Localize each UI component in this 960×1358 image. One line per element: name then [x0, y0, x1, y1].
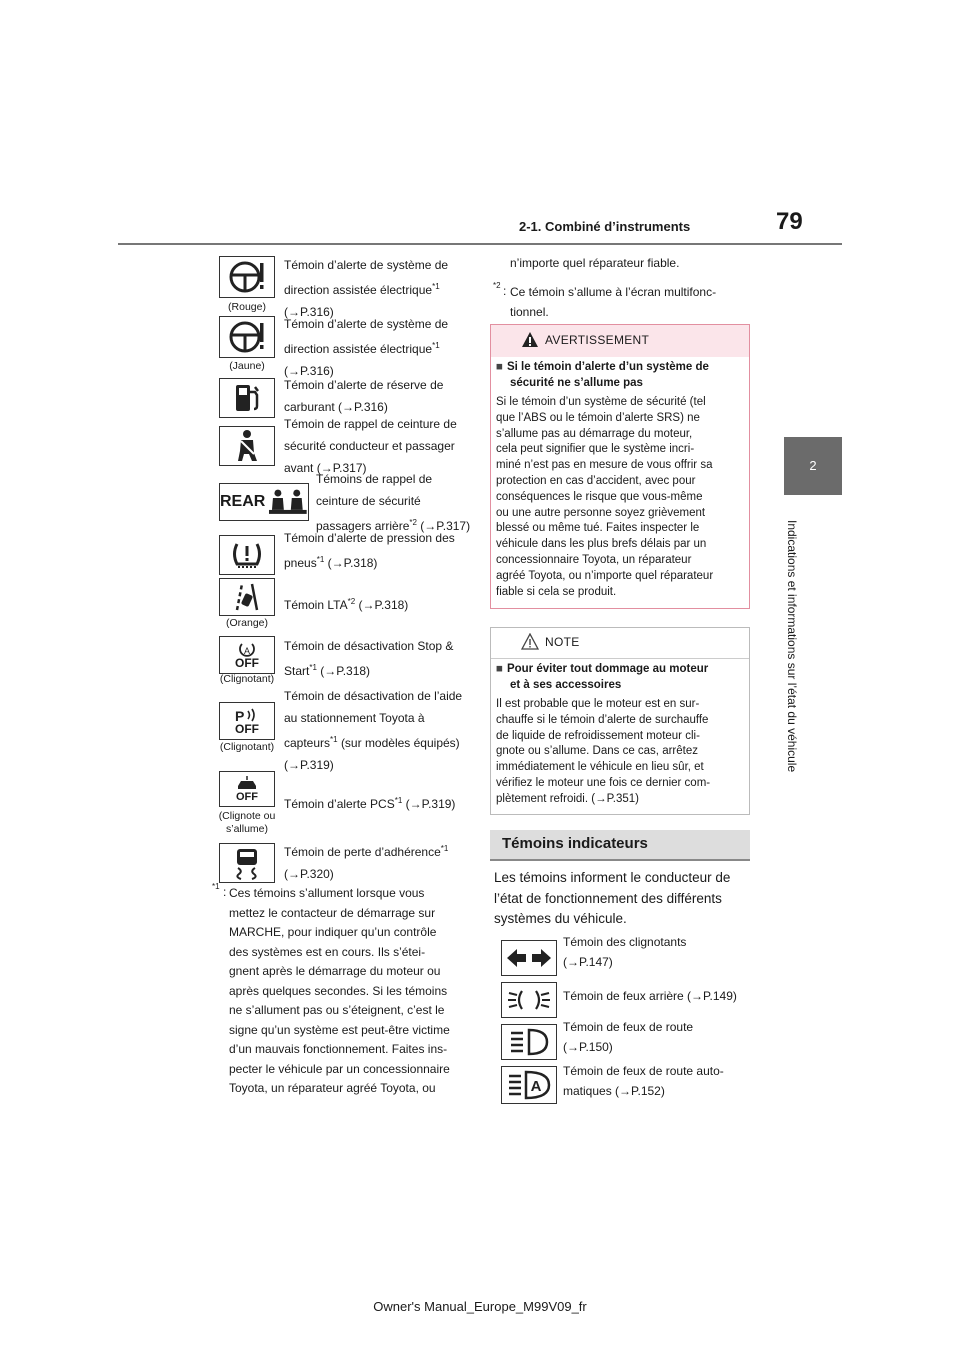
warning-title: AVERTISSEMENT — [545, 333, 650, 347]
pcs-off-icon: OFF — [219, 771, 275, 807]
indicator-description: Témoin de feux arrière (→P.149) — [563, 989, 737, 1003]
footnote-colon: : — [223, 885, 227, 899]
lane-tracing-icon — [219, 578, 275, 616]
item-description: Témoin de perte d’adhérence$^{*1}$ (→P.320) — [284, 844, 449, 881]
indicator-description: Témoin des clignotants (→P.147) — [563, 935, 687, 969]
page-footer: Owner's Manual_Europe_M99V09_fr — [373, 1299, 587, 1314]
icon-caption: (Clignotant) — [219, 741, 275, 753]
note-title: NOTE — [545, 635, 580, 649]
icon-caption: (Clignotant) — [219, 673, 275, 685]
item-description: Témoin de désactivation Stop & Start$^{*1}$ (→P.318) — [284, 639, 454, 678]
svg-text:A: A — [243, 646, 251, 656]
fuel-pump-icon — [219, 378, 275, 418]
indicator-description: Témoin de feux de route (→P.150) — [563, 1020, 694, 1054]
tail-light-icon — [501, 982, 557, 1018]
item-description: Témoin d’alerte de système de direction assistée électrique$^{*1}$ (→P.316) — [284, 258, 449, 319]
item-description: Témoin d’alerte de système de direction assistée électrique$^{*1}$ (→P.316) — [284, 317, 449, 378]
high-beam-icon — [501, 1024, 557, 1060]
power-steering-warning-icon — [219, 256, 275, 298]
section-title: Témoins indicateurs — [502, 835, 648, 852]
footnote-colon: : — [503, 284, 507, 298]
rear-seatbelt-icon: REAR — [219, 483, 309, 521]
svg-text:A: A — [530, 1078, 542, 1095]
footnote-marker: *1 — [212, 882, 220, 891]
footnote-1: Ces témoins s’allument lorsque vous mettez le contacteur de démarrage sur MARCHE, pour indiquer qu’un contrôle des systèmes est en cours. Ils s’étei- gnent après le démarrage du moteur ou après quelques secondes. Si les témoins ne s’allument pas ou s’éteignent, c’est le signe qu’un système est peut-être victime d’un mauvais fonctionnement. Faites ins- pecter le véhicule par un concessionnaire Toyota, un réparateur agréé Toyota, ou — [229, 886, 450, 1095]
icon-caption: (Orange) — [225, 617, 268, 629]
footnote-1-continued: n’importe quel réparateur fiable. — [510, 256, 680, 270]
parking-sensor-off-icon: P OFF — [219, 702, 275, 740]
warning-body: Si le témoin d’un système de sécurité (tel que l’ABS ou le témoin d’alerte SRS) ne s’allume pas au démarrage du moteur, cela peut signifier que le système incri- miné n’est pas en mesure de vous offrir sa protection en cas d’accident, avec pour conséquences le risque que vous-même ou une autre personne soyez grièvement blessé ou même tué. Faites inspecter le véhicule dans les plus brefs délais par un concessionnaire Toyota, un réparateur agréé Toyota, ou n’importe quel réparateur fiable si cela se produit. — [496, 396, 714, 598]
section-heading-bar — [490, 830, 750, 861]
indicator-description: Témoin de feux de route auto- matiques (→P.152) — [563, 1064, 724, 1098]
warning-box — [490, 324, 750, 609]
stop-start-off-icon: A OFF — [219, 636, 275, 674]
item-description: Témoin d’alerte de réserve de carburant (→P.316) — [284, 378, 444, 414]
icon-caption: (Jaune) — [229, 360, 265, 372]
caution-triangle-icon — [521, 633, 539, 650]
power-steering-warning-icon — [219, 316, 275, 358]
warning-header — [491, 325, 749, 357]
tire-pressure-icon — [219, 535, 275, 575]
note-subtitle: ■ Pour éviter tout dommage au moteur et à ses accessoires — [496, 663, 709, 691]
chapter-title-vertical: Indications et informations sur l’état du véhicule — [785, 520, 799, 773]
header-rule — [118, 243, 842, 245]
warning-subtitle: ■ Si le témoin d’alerte d’un système de sécurité ne s’allume pas — [496, 361, 709, 389]
seatbelt-icon — [219, 426, 275, 466]
note-body: Il est probable que le moteur est en sur- chauffe si le témoin d’alerte de surchauffe de liquide de refroidissement moteur cli- gnote ou s’allume. Dans ce cas, arrêtez immédiatement le véhicule en lieu sûr, et vérifiez le moteur une fois ce dernier com- plètement refroidi. (→P.351) — [496, 698, 711, 805]
footnote-marker: *2 — [493, 281, 501, 290]
note-box — [490, 627, 750, 815]
auto-high-beam-icon — [501, 1066, 557, 1104]
note-header — [491, 628, 749, 659]
icon-caption: (Clignote ou s’allume) — [218, 810, 276, 835]
page-number: 79 — [776, 208, 803, 235]
item-description: Témoin d’alerte PCS$^{*1}$ (→P.319) — [284, 796, 456, 811]
turn-signal-icon — [501, 940, 557, 976]
item-description: Témoin d’alerte de pression des pneus$^{*1}$ (→P.318) — [284, 531, 455, 570]
section-header: 2-1. Combiné d’instruments — [519, 219, 691, 234]
icon-caption: (Rouge) — [228, 301, 266, 313]
item-description: Témoin LTA$^{*2}$ (→P.318) — [284, 597, 409, 612]
slip-indicator-icon — [219, 843, 275, 883]
footnote-2: Ce témoin s’allume à l’écran multifonc- tionnel. — [510, 285, 717, 319]
section-intro: Les témoins informent le conducteur de l’état de fonctionnement des différents systèmes du véhicule. — [494, 870, 731, 926]
warning-triangle-icon — [521, 331, 539, 348]
item-description: Témoins de rappel de ceinture de sécurité passagers arrière$^{*2}$ (→P.317) — [316, 472, 471, 533]
item-description: Témoin de rappel de ceinture de sécurité conducteur et passager avant (→P.317) — [284, 417, 457, 475]
chapter-tab: 2 — [784, 437, 842, 495]
item-description: Témoin de désactivation de l’aide au stationnement Toyota à capteurs$^{*1}$ (sur modèles équipés) (→P.319) — [284, 689, 463, 772]
svg-text:P: P — [235, 708, 245, 723]
